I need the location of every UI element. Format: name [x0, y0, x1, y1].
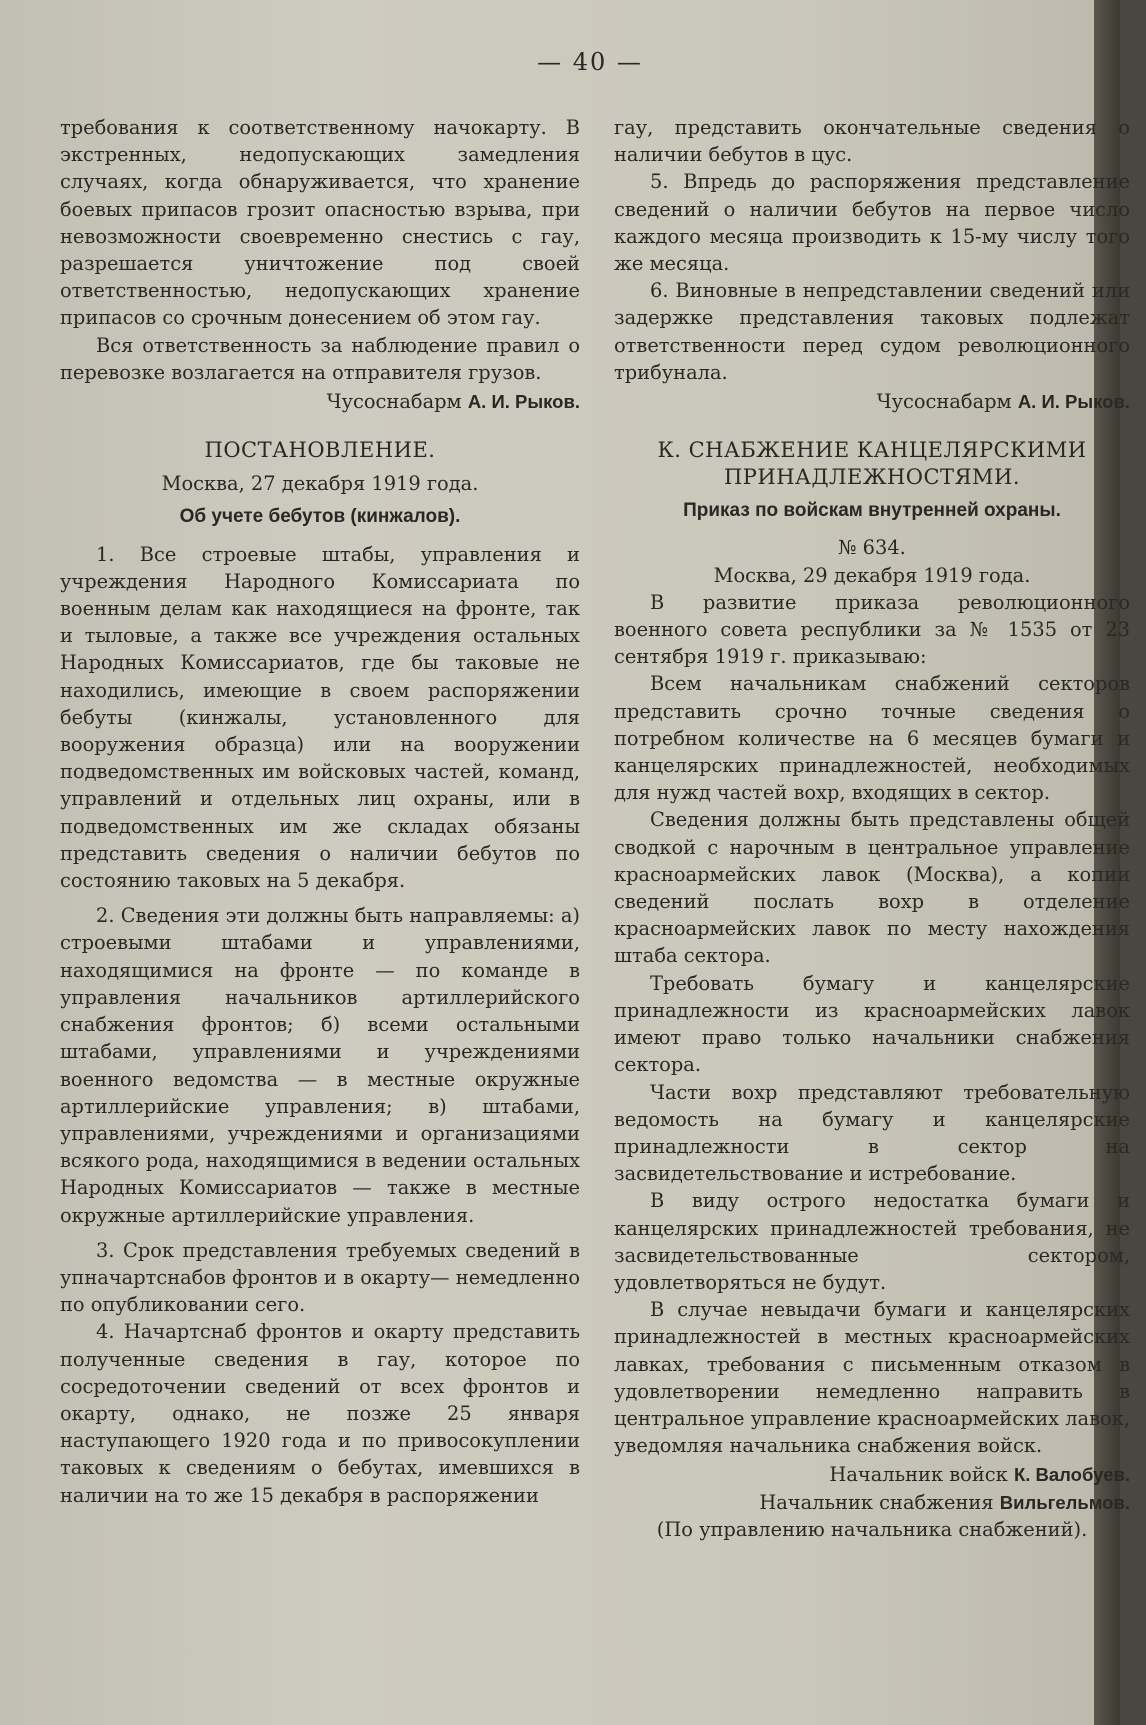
page-number: — 40 —	[537, 48, 643, 76]
decree-subject: Об учете бебутов (кинжалов).	[179, 506, 461, 528]
order-paragraph: Сведения должны быть представлены общей сводкой с нарочным в центральное управление красноармейских лавок (Москва), а копии сведений послать вохр в отделение красноармейских лавок по месту нахождения штаба сектора.	[614, 808, 1130, 968]
right-column	[614, 114, 1130, 1543]
order-paragraph: Всем начальникам снабжений секторов представить срочно точные сведения о потребном количестве на 6 месяцев бумаги и канцелярских принадлежностей, необходимых для нужд частей вохр, входящих в сектор.	[614, 672, 1130, 805]
order-title: Приказ по войскам внутренней охраны.	[683, 500, 1061, 522]
decree-point: 2. Сведения эти должны быть направляемы: а) строевыми штабами и управлениями, находящимися на фронте — по команде в управления начальников артиллерийского снабжения фронтов; б) всеми остальными штабами, управлениями и учреждениями военного ведомства — в местные окружные артиллерийские управления; в) штабами, управлениями, учреждениями и организациями всякого рода, находящимися в ведении остальных Народных Комиссариатов — также в местные окружные артиллерийские управления.	[60, 904, 581, 1227]
order-paragraph: В развитие приказа революционного военного совета республики за № 1535 от 23 сентября 1919 г. приказываю:	[614, 590, 1130, 669]
signature-valobuev	[614, 1461, 1130, 1488]
signature-vilgelmov	[614, 1489, 1130, 1516]
left-column	[60, 114, 580, 1509]
footnote: (По управлению начальника снабжений).	[656, 1517, 1088, 1541]
decree-point: 1. Все строевые штабы, управления и учреждения Народного Комиссариата по военным делам как находящиеся на фронте, так и тыловые, а также все учреждения остальных Народных Комиссариатов, где бы таковые не находились, имеющие в своем распоряжении бебуты (кинжалы, установленного для вооружения образца) или на вооружении подведомственных им войсковых частей, команд, управлений и отдельных лиц охраны, или в подведомственных им же складах обязаны представить сведения о наличии бебутов по состоянию таковых на 5 декабря.	[60, 542, 580, 893]
signature-title: Начальник войск	[829, 1463, 1008, 1487]
order-paragraph: В случае невыдачи бумаги и канцелярских принадлежностей в местных красноармейских лавках, требования с письменным отказом в удовлетворении немедленно направить в центральное управление красноармейских лавок, уведомляя начальника снабжения войск.	[614, 1298, 1130, 1458]
decree-point: 5. Впредь до распоряжения представление сведений о наличии бебутов на первое число каждого месяца производить к 15-му числу того же месяца.	[614, 170, 1130, 276]
signature-rykov-1	[60, 388, 580, 415]
order-place-date: Москва, 29 декабря 1919 года.	[713, 563, 1031, 587]
section-heading: К. СНАБЖЕНИЕ КАНЦЕЛЯРСКИМИ ПРИНАДЛЕЖНОСТЯМИ.	[657, 438, 1087, 490]
decree-point: 4. Начартснаб фронтов и окарту представить полученные сведения в гау, которое по сосредоточении сведений от всех фронтов и окарту, однако, не позже 25 января наступающего 1920 года и по привосокуплении таковых к сведениям о бебутах, имевшихся в наличии на то же 15 декабря в распоряжении	[60, 1320, 580, 1507]
order-paragraph: Части вохр представляют требовательную ведомость на бумагу и канцелярские принадлежности в сектор на засвидетельствование и истребование.	[614, 1080, 1130, 1186]
signature-name: А. И. Рыков.	[467, 391, 580, 413]
decree-heading: ПОСТАНОВЛЕНИЕ.	[204, 438, 436, 463]
signature-title: Начальник снабжения	[759, 1490, 994, 1514]
signature-name: Вильгельмов.	[999, 1491, 1130, 1513]
order-paragraph: Требовать бумагу и канцелярские принадлежности из красноармейских лавок имеют право только начальники снабжения сектора.	[614, 971, 1130, 1077]
continuation-paragraph: гау, представить окончательные сведения о наличии бебутов в цус.	[614, 116, 1130, 167]
decree-point: 3. Срок представления требуемых сведений в упначартснабов фронтов и в окарту— немедленно по опубликовании сего.	[60, 1238, 580, 1317]
decree-point: 6. Виновные в непредставлении сведений или задержке представления таковых подлежат ответственности перед судом революционного трибунала.	[614, 279, 1130, 384]
signature-title: Чусоснабарм	[876, 390, 1012, 414]
intro-paragraph: требования к соответственному начокарту. В экстренных, недопускающих замедления случаях, когда обнаруживается, что хранение боевых припасов грозит опасностью взрыва, при невозможности своевременно снестись с гау, разрешается уничтожение под своей ответственностью, недопускающих хранение припасов со срочным донесением об этом гау.	[60, 116, 580, 330]
signature-name: К. Валобуев.	[1013, 1464, 1130, 1486]
order-number: № 634.	[838, 536, 906, 560]
decree-place-date: Москва, 27 декабря 1919 года.	[161, 472, 479, 496]
intro-paragraph: Вся ответственность за наблюдение правил о перевозке возлагается на отправителя грузов.	[60, 333, 580, 384]
signature-title: Чусоснабарм	[326, 390, 462, 414]
order-paragraph: В виду острого недостатка бумаги и канцелярских принадлежностей требования, не засвидетельствованные сектором, удовлетворяться не будут.	[614, 1189, 1130, 1294]
signature-rykov-2	[614, 388, 1130, 415]
signature-name: А. И. Рыков.	[1017, 391, 1130, 413]
